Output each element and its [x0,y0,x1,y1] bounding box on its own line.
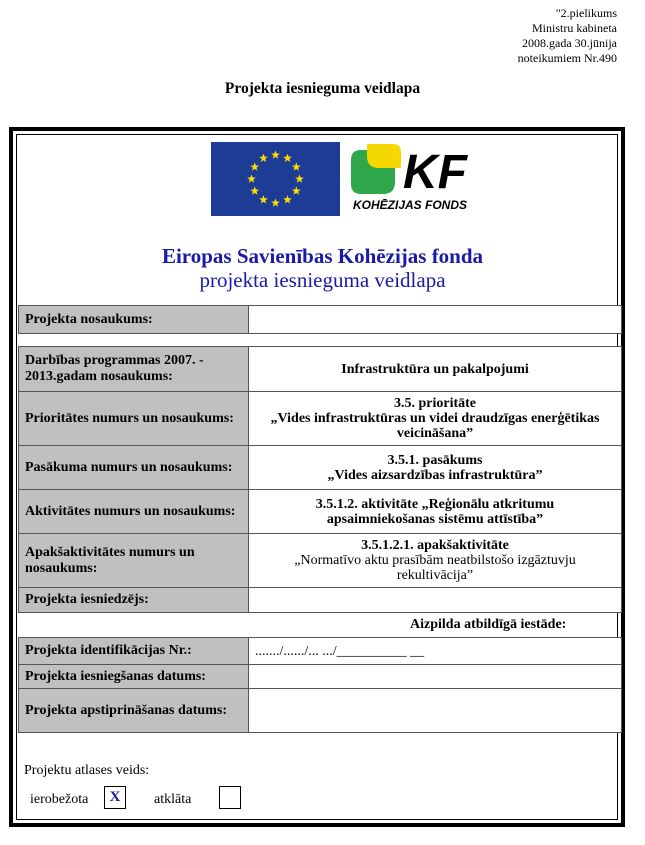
project-id-field[interactable]: ......./....../... .../__________ __ [249,638,622,665]
priority-value [249,392,622,446]
applicant-field[interactable] [249,588,622,613]
table-row [19,490,622,534]
table-row [19,665,622,689]
submission-date-label: Projekta iesniegšanas datums: [19,665,249,689]
restricted-option-label: ierobežota [30,792,89,807]
open-checkbox[interactable] [219,786,241,809]
authority-note: Aizpilda atbildīgā iestāde: [410,617,567,632]
programme-value-line-1: Infrastruktūra un pakalpojumi [341,361,529,377]
approval-date-label: Projekta apstiprināšanas datums: [19,689,249,733]
activity-value-line-2: apsaimniekošanas sistēmu attīstība” [326,511,544,527]
project-name-label: Projekta nosaukums: [19,306,249,334]
annex-reference [518,6,617,66]
annex-line-2: Ministru kabineta [532,21,617,35]
project-name-table [18,305,622,334]
table-row [19,392,622,446]
open-option-label: atklāta [154,792,192,807]
document-title: Projekta iesnieguma veidlapa [224,80,421,97]
priority-value-line-2: „Vides infrastruktūras un videi draudzīgas enerģētikas [270,411,600,426]
kf-logo-letters: KF [403,146,467,199]
table-row [19,446,622,490]
sub-activity-value [249,534,622,588]
sub-activity-value-line-2: „Normatīvo aktu prasībām neatbilstošo izgāztuvju [294,553,576,568]
sub-activity-value-line-3: rekultivācija” [396,568,474,583]
approval-date-field[interactable] [249,689,622,733]
sub-activity-value-line-1: 3.5.1.2.1. apakšaktivitāte [361,538,509,553]
kf-logo-yellow-shape [367,144,401,168]
applicant-label: Projekta iesniedzējs: [19,588,249,613]
measure-value-line-2: „Vides aizsardzības infrastruktūra” [327,467,543,483]
table-row [19,347,622,392]
activity-value [249,490,622,534]
selection-type-label: Projektu atlases veids: [24,763,150,778]
logos [211,142,481,216]
form-heading-subtitle: projekta iesnieguma veidlapa [199,268,446,292]
kf-logo-icon [349,142,481,216]
annex-line-1: "2.pielikums [555,6,617,20]
sub-activity-label: Apakšaktivitātes numurs un nosaukums: [19,534,249,588]
eu-flag-icon [211,142,340,216]
restricted-checkbox[interactable]: X [104,786,126,809]
project-name-row [19,306,622,334]
activity-value-line-1: 3.5.1.2. aktivitāte „Reģionālu atkritumu [315,496,555,512]
project-name-field[interactable] [249,306,622,334]
priority-label: Prioritātes numurs un nosaukums: [19,392,249,446]
activity-label: Aktivitātes numurs un nosaukums: [19,490,249,534]
table-row [19,689,622,733]
authority-table [18,637,622,733]
programme-details-table [18,346,622,613]
kf-logo-caption: KOHĒZIJAS FONDS [353,198,468,212]
form-heading-title: Eiropas Savienības Kohēzijas fonda [161,244,484,268]
table-row [19,638,622,665]
priority-value-line-3: veicināšana” [396,426,474,441]
annex-line-3: 2008.gada 30.jūnija [522,36,617,50]
project-id-label: Projekta identifikācijas Nr.: [19,638,249,665]
programme-label: Darbības programmas 2007. - 2013.gadam nosaukums: [19,347,249,392]
table-row [19,588,622,613]
measure-label: Pasākuma numurs un nosaukums: [19,446,249,490]
table-row [19,534,622,588]
priority-value-line-1: 3.5. prioritāte [393,396,477,411]
programme-value [249,347,622,392]
submission-date-field[interactable] [249,665,622,689]
measure-value [249,446,622,490]
measure-value-line-1: 3.5.1. pasākums [387,452,483,468]
annex-line-4: noteikumiem Nr.490 [517,51,617,65]
